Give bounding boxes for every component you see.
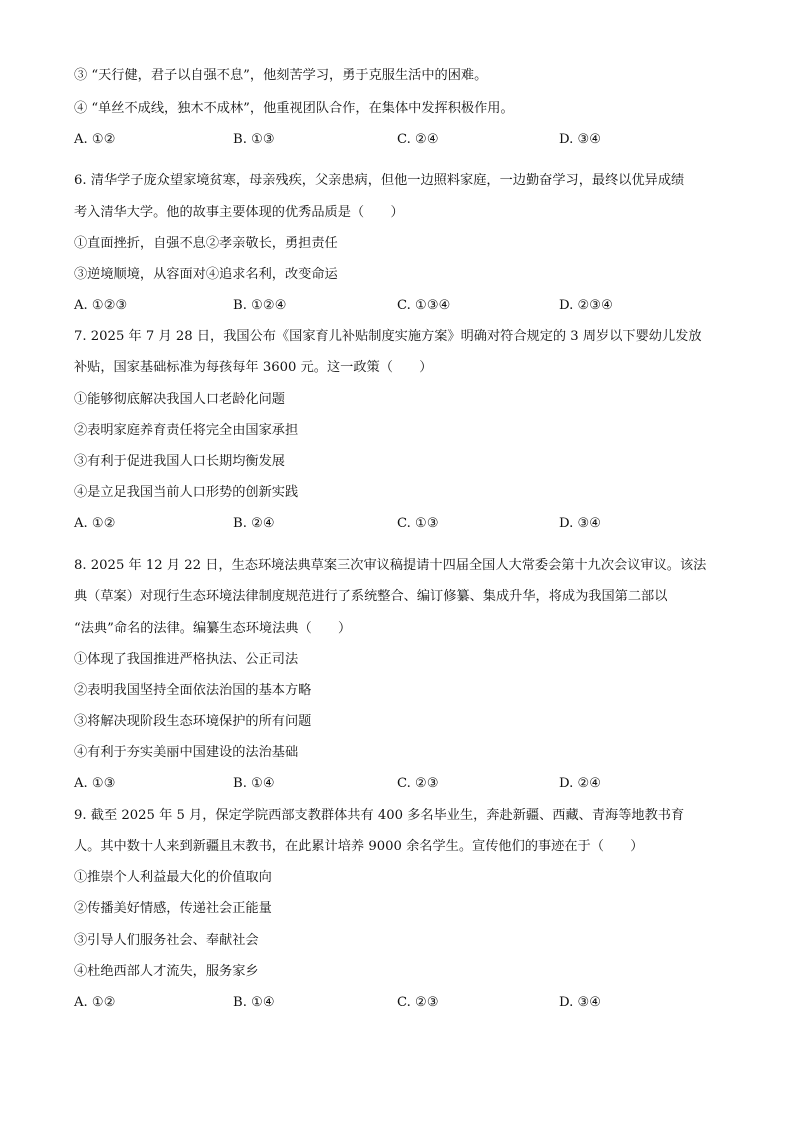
q9-stem-line-2: 人。其中数十人来到新疆且末教书，在此累计培养 9000 余名学生。宣传他们的事迹在于（ ） [74,839,644,854]
q9-option-c: C. ②③ [397,995,439,1010]
q5-option-c: C. ②④ [397,132,439,147]
q7-option-a: A. ①② [74,516,116,531]
q6-statements-1: ①直面挫折，自强不息②孝亲敬长，勇担责任 [74,236,338,251]
q8-stem-line-2: 典（草案）对现行生态环境法律制度规范进行了系统整合、编订修纂、集成升华，将成为我国第二部以 [74,589,668,604]
q7-option-d: D. ③④ [559,516,602,531]
q6-options [74,297,734,315]
q8-statement-4: ④有利于夯实美丽中国建设的法治基础 [74,745,299,760]
q8-statement-3: ③将解决现阶段生态环境保护的所有问题 [74,714,312,729]
q6-option-c: C. ①③④ [397,298,451,313]
q8-option-a: A. ①③ [74,776,116,791]
q9-stem-line-1: 9. 截至 2025 年 5 月，保定学院西部支教群体共有 400 多名毕业生，奔赴新疆、西藏、青海等地教书育 [74,808,685,823]
q6-option-a: A. ①②③ [74,298,128,313]
q7-statement-4: ④是立足我国当前人口形势的创新实践 [74,485,299,500]
q5-option-d: D. ③④ [559,132,602,147]
q9-option-b: B. ①④ [233,995,275,1010]
q7-options [74,515,734,533]
q6-option-b: B. ①②④ [233,298,287,313]
q7-statement-3: ③有利于促进我国人口长期均衡发展 [74,454,285,469]
q5-statement-3: ③ “天行健，君子以自强不息”，他刻苦学习，勇于克服生活中的困难。 [74,68,488,83]
q6-statements-2: ③逆境顺境，从容面对④追求名利，改变命运 [74,267,338,282]
q9-statement-1: ①推崇个人利益最大化的价值取向 [74,870,272,885]
q9-statement-3: ③引导人们服务社会、奉献社会 [74,933,259,948]
q9-statement-4: ④杜绝西部人才流失，服务家乡 [74,964,259,979]
q9-options [74,994,734,1012]
q8-stem-line-1: 8. 2025 年 12 月 22 日，生态环境法典草案三次审议稿提请十四届全国人大常委会第十九次会议审议。该法 [74,558,707,573]
q8-stem-line-3: “法典”命名的法律。编纂生态环境法典（ ） [74,621,352,636]
q9-option-d: D. ③④ [559,995,602,1010]
q8-statement-2: ②表明我国坚持全面依法治国的基本方略 [74,683,312,698]
q7-option-c: C. ①③ [397,516,439,531]
q8-statement-1: ①体现了我国推进严格执法、公正司法 [74,652,299,667]
q8-options [74,775,734,793]
q7-statement-2: ②表明家庭养育责任将完全由国家承担 [74,423,299,438]
q5-option-a: A. ①② [74,132,116,147]
q6-stem-line-1: 6. 清华学子庞众望家境贫寒，母亲残疾，父亲患病，但他一边照料家庭，一边勤奋学习，最终以优异成绩 [74,173,685,188]
q7-stem-line-2: 补贴，国家基础标准为每孩每年 3600 元。这一政策（ ） [74,360,433,375]
q5-options [74,131,734,149]
q5-statement-4: ④ “单丝不成线，独木不成林”，他重视团队合作，在集体中发挥积极作用。 [74,101,514,116]
q8-option-c: C. ②③ [397,776,439,791]
q7-statement-1: ①能够彻底解决我国人口老龄化问题 [74,392,285,407]
q6-stem-line-2: 考入清华大学。他的故事主要体现的优秀品质是（ ） [74,205,404,220]
q9-option-a: A. ①② [74,995,116,1010]
q7-option-b: B. ②④ [233,516,275,531]
q9-statement-2: ②传播美好情感，传递社会正能量 [74,901,272,916]
q8-option-b: B. ①④ [233,776,275,791]
q8-option-d: D. ②④ [559,776,602,791]
q6-option-d: D. ②③④ [559,298,613,313]
q5-option-b: B. ①③ [233,132,275,147]
q7-stem-line-1: 7. 2025 年 7 月 28 日，我国公布《国家育儿补贴制度实施方案》明确对符合规定的 3 周岁以下婴幼儿发放 [74,329,702,344]
